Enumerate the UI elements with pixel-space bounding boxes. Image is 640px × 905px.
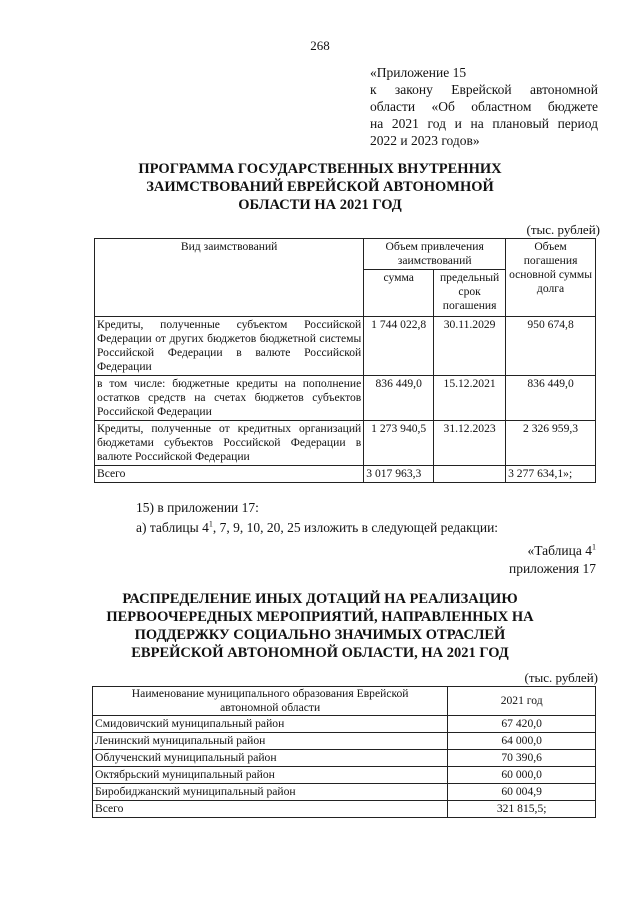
subsidies-table	[92, 686, 596, 818]
appendix-line: «Приложение 15	[370, 65, 467, 80]
table-row	[93, 784, 596, 801]
cell-municipality: Ленинский муниципальный район	[93, 733, 448, 750]
cell-value: 60 000,0	[448, 767, 596, 784]
table-total-row	[93, 801, 596, 818]
cell-value: 60 004,9	[448, 784, 596, 801]
title-line: ПЕРВООЧЕРЕДНЫХ МЕРОПРИЯТИЙ, НАПРАВЛЕННЫХ НА	[106, 609, 534, 625]
cell-total-amount: 3 017 963,3	[364, 466, 434, 483]
cell-kind: Кредиты, полученные от кредитных организаций бюджетами субъектов Российской Федерации в валюте Российской Федерации	[95, 421, 364, 466]
cell-value: 70 390,6	[448, 750, 596, 767]
cell-municipality: Смидовичский муниципальный район	[93, 716, 448, 733]
cell-term: 31.12.2023	[434, 421, 506, 466]
table-header-row	[95, 239, 596, 270]
table-4-1-reference	[509, 542, 596, 578]
reference-line: приложения 17	[508, 561, 596, 576]
cell-total-label: Всего	[93, 801, 448, 818]
cell-total-value: 321 815,5;	[448, 801, 596, 818]
cell-kind: в том числе: бюджетные кредиты на пополнение остатков средств на счетах бюджетов субъектов Российской Федерации	[95, 376, 364, 421]
cell-repay: 836 449,0	[506, 376, 596, 421]
borrowing-program-table	[94, 238, 596, 483]
header-municipality: Наименование муниципального образования Еврейской автономной области	[93, 687, 448, 716]
table-total-row	[95, 466, 596, 483]
cell-value: 67 420,0	[448, 716, 596, 733]
cell-amount: 1 273 940,5	[364, 421, 434, 466]
table-row	[93, 716, 596, 733]
cell-municipality: Облученский муниципальный район	[93, 750, 448, 767]
header-kind: Вид заимствований	[95, 239, 364, 317]
header-amount: сумма	[364, 270, 434, 317]
table-row	[95, 376, 596, 421]
title-line: РАСПРЕДЕЛЕНИЕ ИНЫХ ДОТАЦИЙ НА РЕАЛИЗАЦИЮ	[122, 591, 518, 607]
table-header-row	[93, 687, 596, 716]
title-line: ПРОГРАММА ГОСУДАРСТВЕННЫХ ВНУТРЕННИХ	[138, 161, 502, 177]
cell-repay: 950 674,8	[506, 317, 596, 376]
cell-kind: Кредиты, полученные субъектом Российской Федерации от других бюджетов бюджетной системы Российской Федерации в валюте Российской Федерации	[95, 317, 364, 376]
appendix-line: к закону Еврейской автономной	[370, 82, 598, 97]
table-row	[93, 733, 596, 750]
page-number: 268	[310, 38, 330, 53]
program-title	[60, 160, 580, 214]
cell-total-term	[434, 466, 506, 483]
program-unit: (тыс. рублей)	[526, 222, 600, 237]
table-row	[95, 421, 596, 466]
table-row	[95, 317, 596, 376]
table-4-1-unit: (тыс. рублей)	[524, 670, 598, 685]
cell-repay: 2 326 959,3	[506, 421, 596, 466]
header-repay: Объем погашения основной суммы долга	[506, 239, 596, 317]
item-15: 15) в приложении 17:	[136, 500, 259, 515]
cell-amount: 836 449,0	[364, 376, 434, 421]
title-line: ЗАИМСТВОВАНИЙ ЕВРЕЙСКОЙ АВТОНОМНОЙ	[146, 179, 494, 195]
appendix-line: области «Об областном бюджете	[370, 99, 598, 114]
header-volume: Объем привлечения заимствований	[364, 239, 506, 270]
table-row	[93, 750, 596, 767]
title-line: ОБЛАСТИ НА 2021 ГОД	[238, 197, 402, 213]
item-15a: а) таблицы $4^1$, 7, 9, 10, 20, 25 изложить в следующей редакции:	[136, 519, 499, 535]
cell-total-repay: 3 277 634,1»;	[506, 466, 596, 483]
title-line: ПОДДЕРЖКУ СОЦИАЛЬНО ЗНАЧИМЫХ ОТРАСЛЕЙ	[134, 627, 506, 643]
title-line: ЕВРЕЙСКОЙ АВТОНОМНОЙ ОБЛАСТИ, НА 2021 ГОД	[131, 645, 509, 661]
reference-line: «Таблица $4^1$	[527, 542, 596, 558]
appendix-line: 2022 и 2023 годов»	[370, 133, 480, 148]
cell-total-label: Всего	[95, 466, 364, 483]
cell-term: 30.11.2029	[434, 317, 506, 376]
table-row	[93, 767, 596, 784]
cell-municipality: Октябрьский муниципальный район	[93, 767, 448, 784]
appendix-line: на 2021 год и на плановый период	[370, 116, 598, 131]
table-4-1-title	[60, 590, 580, 662]
header-year: 2021 год	[448, 687, 596, 716]
cell-term: 15.12.2021	[434, 376, 506, 421]
cell-amount: 1 744 022,8	[364, 317, 434, 376]
cell-municipality: Биробиджанский муниципальный район	[93, 784, 448, 801]
header-term: предельный срок погашения	[434, 270, 506, 317]
cell-value: 64 000,0	[448, 733, 596, 750]
appendix-15-reference	[370, 64, 598, 149]
